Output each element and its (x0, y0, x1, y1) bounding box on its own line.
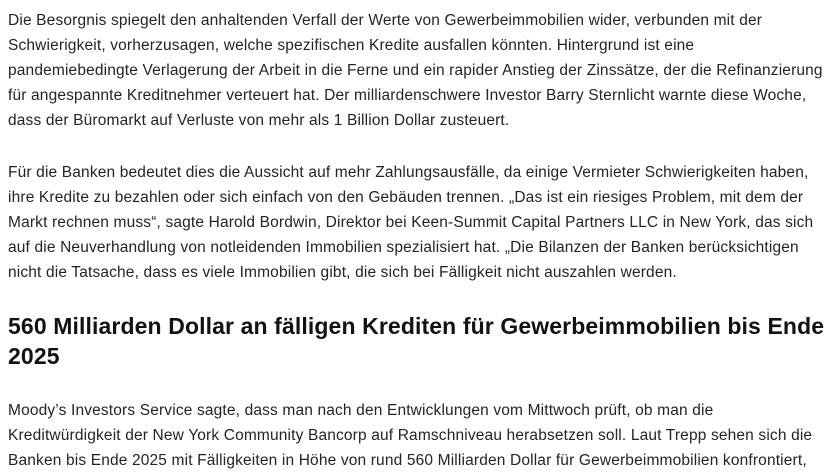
article-section-heading: 560 Milliarden Dollar an fälligen Krediten für Gewerbeimmobilien bis Ende 2025 (8, 313, 825, 370)
article-paragraph-3: Moody’s Investors Service sagte, dass man nach den Entwicklungen vom Mittwoch prüft, ob man die Kreditwürdigkeit der New York Community Bancorp auf Ramschniveau herabsetzen soll. Laut Trepp sehen sich die Banken bis Ende 2025 mit Fälligkeiten in Höhe von rund 560 Milliarden Dollar für Gewerbeimmobilien konfrontiert, (8, 401, 813, 470)
article-paragraph-2: Für die Banken bedeutet dies die Aussicht auf mehr Zahlungsausfälle, da einige Vermieter Schwierigkeiten haben, ihre Kredite zu bezahlen oder sich einfach von den Gebäuden trennen. „Das ist ein riesiges Problem, mit dem der Markt rechnen muss“, sagte Harold Bordwin, Direktor bei Keen-Summit Capital Partners LLC in New York, das sich auf die Neuverhandlung von notleidenden Immobilien spezialisiert hat. „Die Bilanzen der Banken berücksichtigen nicht die Tatsache, dass es viele Immobilien gibt, die sich bei Fälligkeit nicht auszahlen werden. (8, 163, 814, 281)
article-paragraph-1: Die Besorgnis spiegelt den anhaltenden Verfall der Werte von Gewerbeimmobilien wider, verbunden mit der Schwierigkeit, vorherzusagen, welche spezifischen Kredite ausfallen könnten. Hintergrund ist eine pandemiebedingte Verlagerung der Arbeit in die Ferne und ein rapider Anstieg der Zinssätze, der die Refinanzierung für angespannte Kreditnehmer verteuert hat. Der milliardenschwere Investor Barry Sternlicht warnte diese Woche, dass der Büromarkt auf Verluste von mehr als 1 Billion Dollar zusteuert. (8, 12, 823, 130)
